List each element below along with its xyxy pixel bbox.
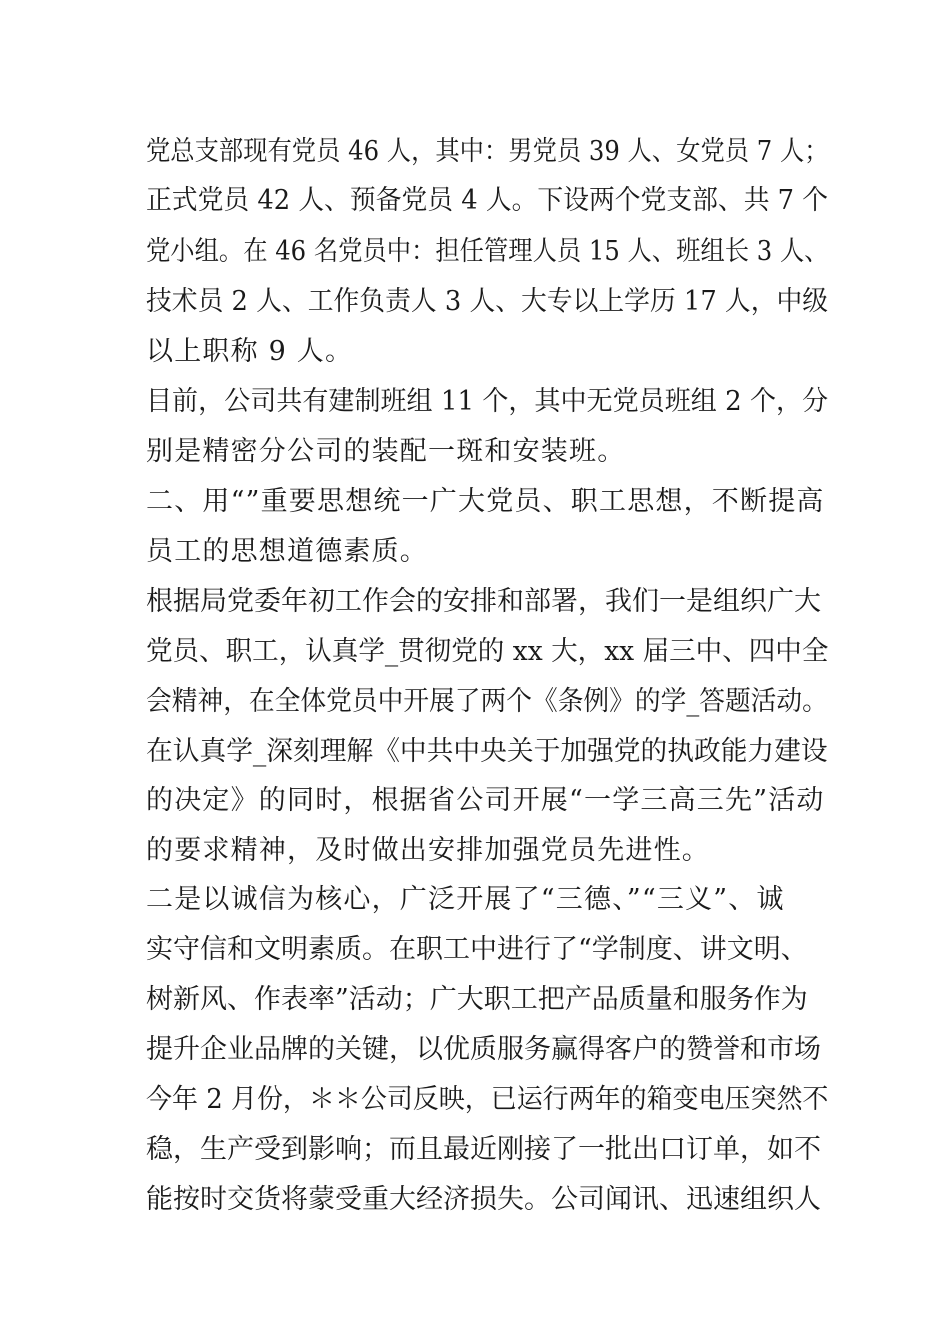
text-line: 二、用“”重要思想统一广大党员、职工思想，不断提高 bbox=[146, 486, 825, 517]
text-line: 的决定》的同时，根据省公司开展“一学三高三先”活动 bbox=[146, 785, 825, 816]
text-line: 根据局党委年初工作会的安排和部署，我们一是组织广大 bbox=[146, 586, 821, 617]
text-line: 能按时交货将蒙受重大经济损失。公司闻讯、迅速组织人 bbox=[146, 1184, 821, 1215]
text-line: 稳，生产受到影响；而且最近刚接了一批出口订单，如不 bbox=[146, 1134, 821, 1165]
text-line: 今年 2 月份，＊＊公司反映，已运行两年的箱变电压突然不 bbox=[146, 1084, 829, 1115]
text-line: 党总支部现有党员 46 人，其中：男党员 39 人、女党员 7 人； bbox=[146, 136, 829, 167]
text-line: 目前，公司共有建制班组 11 个，其中无党员班组 2 个，分 bbox=[146, 386, 829, 417]
text-line: 技术员 2 人、工作负责人 3 人、大专以上学历 17 人，中级 bbox=[146, 286, 829, 317]
text-line: 树新风、作表率”活动；广大职工把产品质量和服务作为 bbox=[146, 984, 808, 1015]
text-line: 党员、职工，认真学_贯彻党的 xx 大，xx 届三中、四中全 bbox=[146, 636, 829, 667]
text-line: 实守信和文明素质。在职工中进行了“学制度、讲文明、 bbox=[146, 934, 808, 965]
text-line: 正式党员 42 人、预备党员 4 人。下设两个党支部、共 7 个 bbox=[146, 185, 829, 216]
text-line: 的要求精神，及时做出安排加强党员先进性。 bbox=[146, 835, 710, 866]
text-line: 提升企业品牌的关键，以优质服务赢得客户的赞誉和市场 bbox=[146, 1034, 821, 1065]
text-line: 以上职称 9 人。 bbox=[146, 336, 354, 367]
text-line: 二是以诚信为核心，广泛开展了“三德、”“三义”、诚 bbox=[146, 884, 785, 915]
text-line: 会精神，在全体党员中开展了两个《条例》的学_答题活动。 bbox=[146, 686, 828, 717]
text-line: 员工的思想道德素质。 bbox=[146, 536, 428, 567]
text-line: 党小组。在 46 名党员中：担任管理人员 15 人、班组长 3 人、 bbox=[146, 236, 829, 267]
text-line: 别是精密分公司的装配一斑和安装班。 bbox=[146, 436, 626, 467]
text-line: 在认真学_深刻理解《中共中央关于加强党的执政能力建设 bbox=[146, 736, 828, 767]
